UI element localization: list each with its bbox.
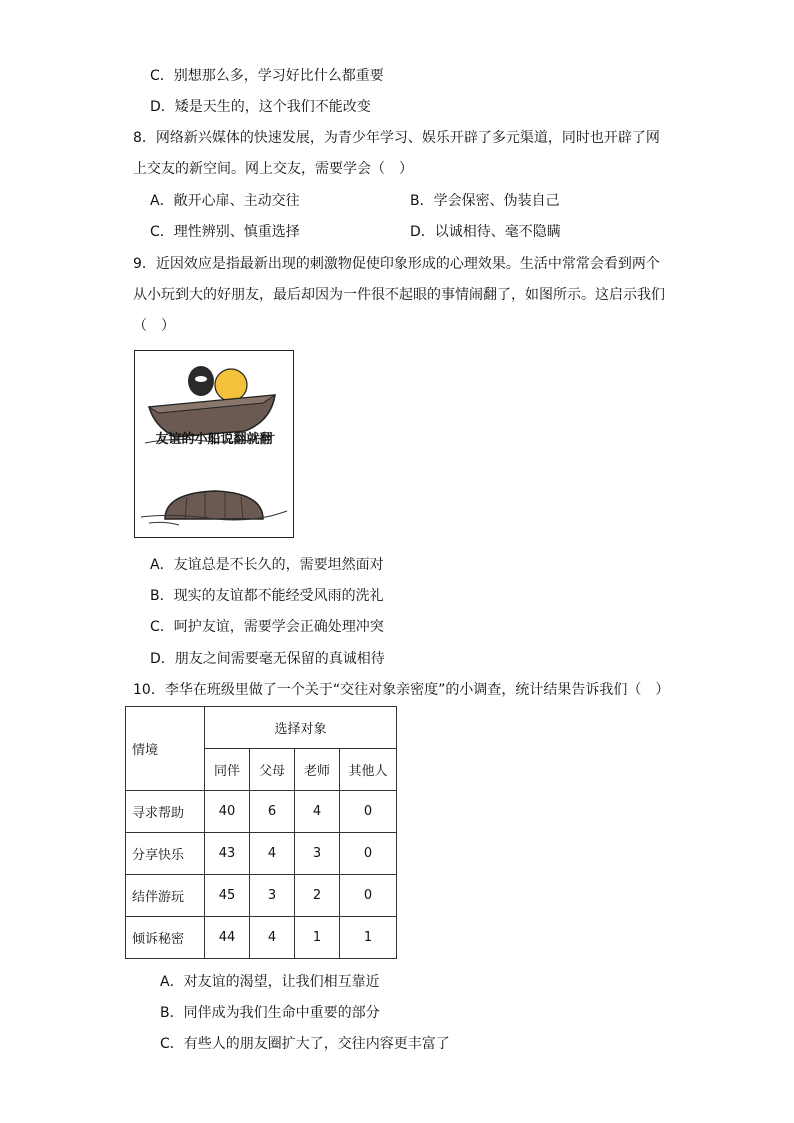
q8-option-c: C．理性辨别、慎重选择	[150, 224, 300, 240]
row-header: 情境	[126, 707, 205, 791]
chick-figure	[215, 369, 247, 401]
column-header: 父母	[250, 749, 295, 791]
row-label: 结伴游玩	[126, 875, 205, 917]
q9-option-a: A．友谊总是不长久的，需要坦然面对	[150, 557, 384, 573]
q9-stem-line3: （ ）	[133, 318, 175, 334]
table-cell: 6	[250, 791, 295, 833]
q10-option-b: B．同伴成为我们生命中重要的部分	[160, 1005, 380, 1021]
column-header: 老师	[295, 749, 340, 791]
q9-option-c: C．呵护友谊，需要学会正确处理冲突	[150, 619, 384, 635]
q9-stem-line2: 从小玩到大的好朋友，最后却因为一件很不起眼的事情闹翻了，如图所示。这启示我们	[133, 287, 665, 303]
table-cell: 2	[295, 875, 340, 917]
q8-option-a: A．敞开心扉、主动交往	[150, 193, 300, 209]
q9-option-b: B．现实的友谊都不能经受风雨的洗礼	[150, 588, 384, 604]
figure-caption: 友谊的小船说翻就翻	[155, 432, 273, 447]
column-header: 同伴	[205, 749, 250, 791]
column-header: 其他人	[340, 749, 397, 791]
friendship-boat-figure	[134, 350, 294, 538]
group-header: 选择对象	[205, 707, 397, 749]
table-cell: 3	[295, 833, 340, 875]
capsized-boat	[165, 491, 263, 519]
table-cell: 45	[205, 875, 250, 917]
table-cell: 0	[340, 791, 397, 833]
q10-option-a: A．对友谊的渴望，让我们相互靠近	[160, 974, 380, 990]
table-row	[126, 791, 397, 833]
table-cell: 4	[295, 791, 340, 833]
table-cell: 4	[250, 833, 295, 875]
table-row	[126, 875, 397, 917]
q8-option-d: D．以诚相待、毫不隐瞒	[410, 224, 561, 240]
table-cell: 4	[250, 917, 295, 959]
table-row	[126, 833, 397, 875]
q8-stem-line1: 8．网络新兴媒体的快速发展，为青少年学习、娱乐开辟了多元渠道，同时也开辟了网	[133, 130, 660, 146]
q7-option-d: D．矮是天生的，这个我们不能改变	[150, 99, 371, 115]
q9-option-d: D．朋友之间需要毫无保留的真诚相待	[150, 651, 385, 667]
table-cell: 3	[250, 875, 295, 917]
table-cell: 43	[205, 833, 250, 875]
q10-option-c: C．有些人的朋友圈扩大了，交往内容更丰富了	[160, 1036, 450, 1052]
survey-table	[125, 706, 397, 959]
table-cell: 1	[295, 917, 340, 959]
row-label: 分享快乐	[126, 833, 205, 875]
table-cell: 44	[205, 917, 250, 959]
q8-stem-line2: 上交友的新空间。网上交友，需要学会（ ）	[133, 161, 413, 177]
table-cell: 40	[205, 791, 250, 833]
q7-option-c: C．别想那么多，学习好比什么都重要	[150, 68, 384, 84]
table-row	[126, 917, 397, 959]
q8-option-b: B．学会保密、伪装自己	[410, 193, 560, 209]
q10-stem: 10．李华在班级里做了一个关于“交往对象亲密度”的小调查，统计结果告诉我们（ ）	[133, 682, 670, 698]
row-label: 倾诉秘密	[126, 917, 205, 959]
table-cell: 0	[340, 833, 397, 875]
row-label: 寻求帮助	[126, 791, 205, 833]
table-cell: 0	[340, 875, 397, 917]
q9-stem-line1: 9．近因效应是指最新出现的刺激物促使印象形成的心理效果。生活中常常会看到两个	[133, 256, 660, 272]
table-cell: 1	[340, 917, 397, 959]
